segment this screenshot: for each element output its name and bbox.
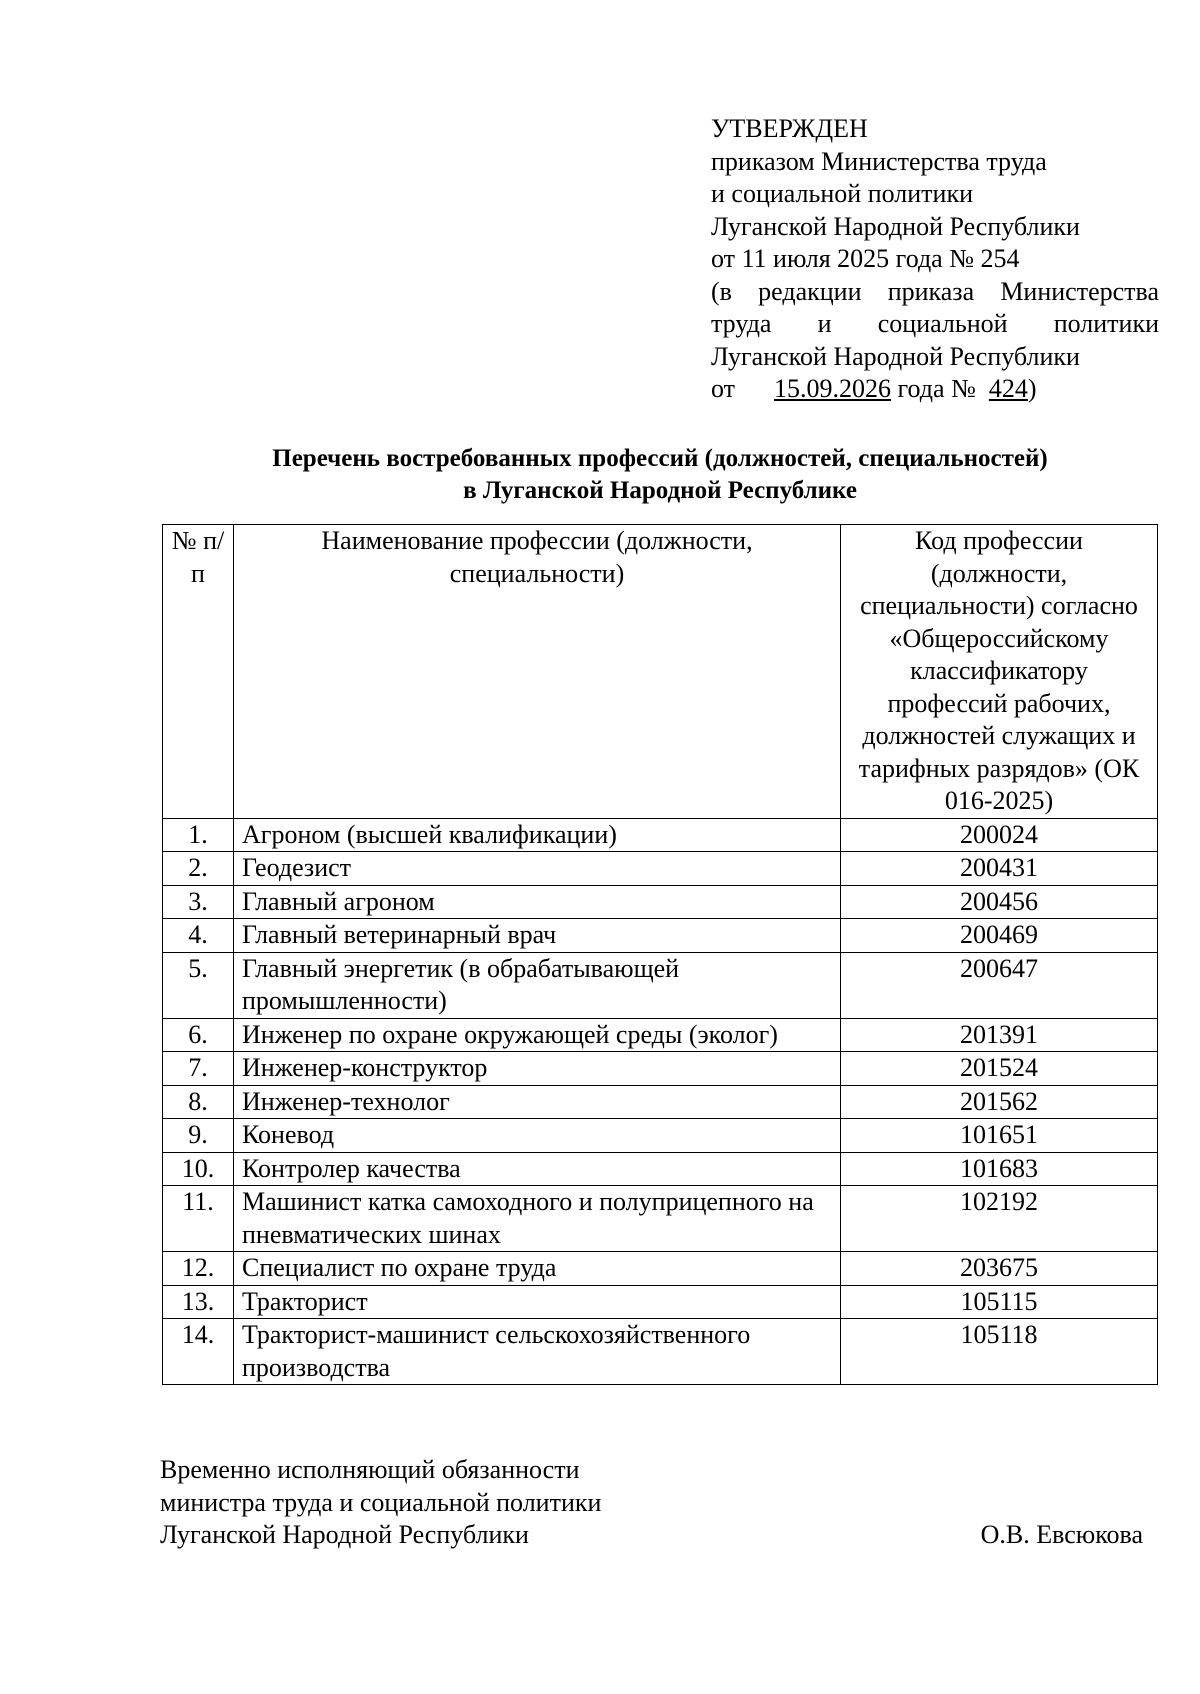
title-line-2: в Луганской Народной Республике bbox=[463, 477, 857, 504]
row-profession-name: Главный энергетик (в обрабатывающей промышленности) bbox=[234, 952, 841, 1018]
table-row bbox=[163, 1119, 1158, 1153]
table-row bbox=[163, 952, 1158, 1018]
table-row bbox=[163, 919, 1158, 953]
approval-heading: УТВЕРЖДЕН bbox=[711, 114, 868, 143]
document-title bbox=[160, 443, 1160, 507]
row-profession-code: 101651 bbox=[841, 1119, 1158, 1153]
table-row bbox=[163, 1018, 1158, 1052]
row-number: 12. bbox=[163, 1252, 234, 1286]
row-number: 1. bbox=[163, 818, 234, 852]
row-profession-code: 101683 bbox=[841, 1152, 1158, 1186]
approval-revision-line: (в редакции приказа Министерства bbox=[711, 276, 1159, 306]
table-row bbox=[163, 1152, 1158, 1186]
header-number: № п/п bbox=[163, 525, 234, 819]
approval-order-date: от 11 июля 2025 года № 254 bbox=[711, 244, 1020, 273]
row-profession-code: 200647 bbox=[841, 952, 1158, 1018]
header-profession-name: Наименование профессии (должности, специальности) bbox=[234, 525, 841, 819]
professions-table bbox=[162, 524, 1158, 1385]
row-number: 8. bbox=[163, 1085, 234, 1119]
approval-revision-line: труда и социальной политики bbox=[711, 309, 1159, 338]
row-profession-code: 105115 bbox=[841, 1285, 1158, 1319]
row-profession-name: Инженер по охране окружающей среды (эколог) bbox=[234, 1018, 841, 1052]
row-profession-code: 102192 bbox=[841, 1186, 1158, 1252]
row-profession-name: Машинист катка самоходного и полуприцепного на пневматических шинах bbox=[234, 1186, 841, 1252]
row-number: 13. bbox=[163, 1285, 234, 1319]
row-number: 7. bbox=[163, 1052, 234, 1086]
row-profession-name: Контролер качества bbox=[234, 1152, 841, 1186]
table-row bbox=[163, 1285, 1158, 1319]
table-row bbox=[163, 1052, 1158, 1086]
row-profession-name: Инженер-технолог bbox=[234, 1085, 841, 1119]
table-row bbox=[163, 852, 1158, 886]
row-number: 9. bbox=[163, 1119, 234, 1153]
row-number: 5. bbox=[163, 952, 234, 1018]
row-profession-name: Тракторист-машинист сельскохозяйственного производства bbox=[234, 1319, 841, 1385]
approval-line: Луганской Народной Республики bbox=[711, 211, 1080, 241]
row-number: 2. bbox=[163, 852, 234, 886]
signature-block bbox=[160, 1454, 1160, 1552]
signatory-position-line: Временно исполняющий обязанности bbox=[160, 1455, 580, 1484]
row-profession-name: Главный ветеринарный врач bbox=[234, 919, 841, 953]
approval-revision-date bbox=[711, 373, 1159, 406]
table-row bbox=[163, 1085, 1158, 1119]
row-profession-code: 203675 bbox=[841, 1252, 1158, 1286]
row-number: 4. bbox=[163, 919, 234, 953]
table-row bbox=[163, 885, 1158, 919]
table-row bbox=[163, 1186, 1158, 1252]
row-profession-name: Инженер-конструктор bbox=[234, 1052, 841, 1086]
row-number: 3. bbox=[163, 885, 234, 919]
revision-date: 15.09.2026 bbox=[774, 374, 892, 403]
row-profession-name: Геодезист bbox=[234, 852, 841, 886]
row-profession-name: Агроном (высшей квалификации) bbox=[234, 818, 841, 852]
row-number: 6. bbox=[163, 1018, 234, 1052]
table-row bbox=[163, 1319, 1158, 1385]
row-number: 14. bbox=[163, 1319, 234, 1385]
header-profession-code: Код профессии (должности, специальности) согласно «Общероссийскому классификатору профессий рабочих, должностей служащих и тарифных разрядов» (ОК 016-2025) bbox=[841, 525, 1158, 819]
revision-prefix: от bbox=[711, 374, 742, 403]
row-profession-code: 201391 bbox=[841, 1018, 1158, 1052]
row-profession-code: 201562 bbox=[841, 1085, 1158, 1119]
revision-suffix: ) bbox=[1027, 374, 1037, 403]
row-profession-code: 200469 bbox=[841, 919, 1158, 953]
signatory-name: О.В. Евсюкова bbox=[980, 1520, 1143, 1549]
row-profession-code: 201524 bbox=[841, 1052, 1158, 1086]
row-number: 10. bbox=[163, 1152, 234, 1186]
table-header-row bbox=[163, 525, 1158, 819]
row-profession-name: Тракторист bbox=[234, 1285, 841, 1319]
row-profession-code: 105118 bbox=[841, 1319, 1158, 1385]
row-profession-code: 200431 bbox=[841, 852, 1158, 886]
row-profession-code: 200024 bbox=[841, 818, 1158, 852]
approval-line: приказом Министерства труда bbox=[711, 146, 1047, 176]
row-profession-name: Главный агроном bbox=[234, 885, 841, 919]
row-number: 11. bbox=[163, 1186, 234, 1252]
revision-number: 424 bbox=[988, 374, 1028, 403]
row-profession-code: 200456 bbox=[841, 885, 1158, 919]
signatory-position-line: Луганской Народной Республики bbox=[160, 1520, 529, 1549]
title-line-1: Перечень востребованных профессий (должностей, специальностей) bbox=[272, 445, 1048, 472]
row-profession-name: Коневод bbox=[234, 1119, 841, 1153]
approval-block bbox=[711, 113, 1159, 406]
table-row bbox=[163, 818, 1158, 852]
row-profession-name: Специалист по охране труда bbox=[234, 1252, 841, 1286]
table-row bbox=[163, 1252, 1158, 1286]
approval-line: и социальной политики bbox=[711, 179, 973, 208]
approval-revision-line: Луганской Народной Республики bbox=[711, 341, 1080, 371]
revision-middle: года № bbox=[891, 374, 983, 403]
signatory-position-line: министра труда и социальной политики bbox=[160, 1487, 602, 1517]
